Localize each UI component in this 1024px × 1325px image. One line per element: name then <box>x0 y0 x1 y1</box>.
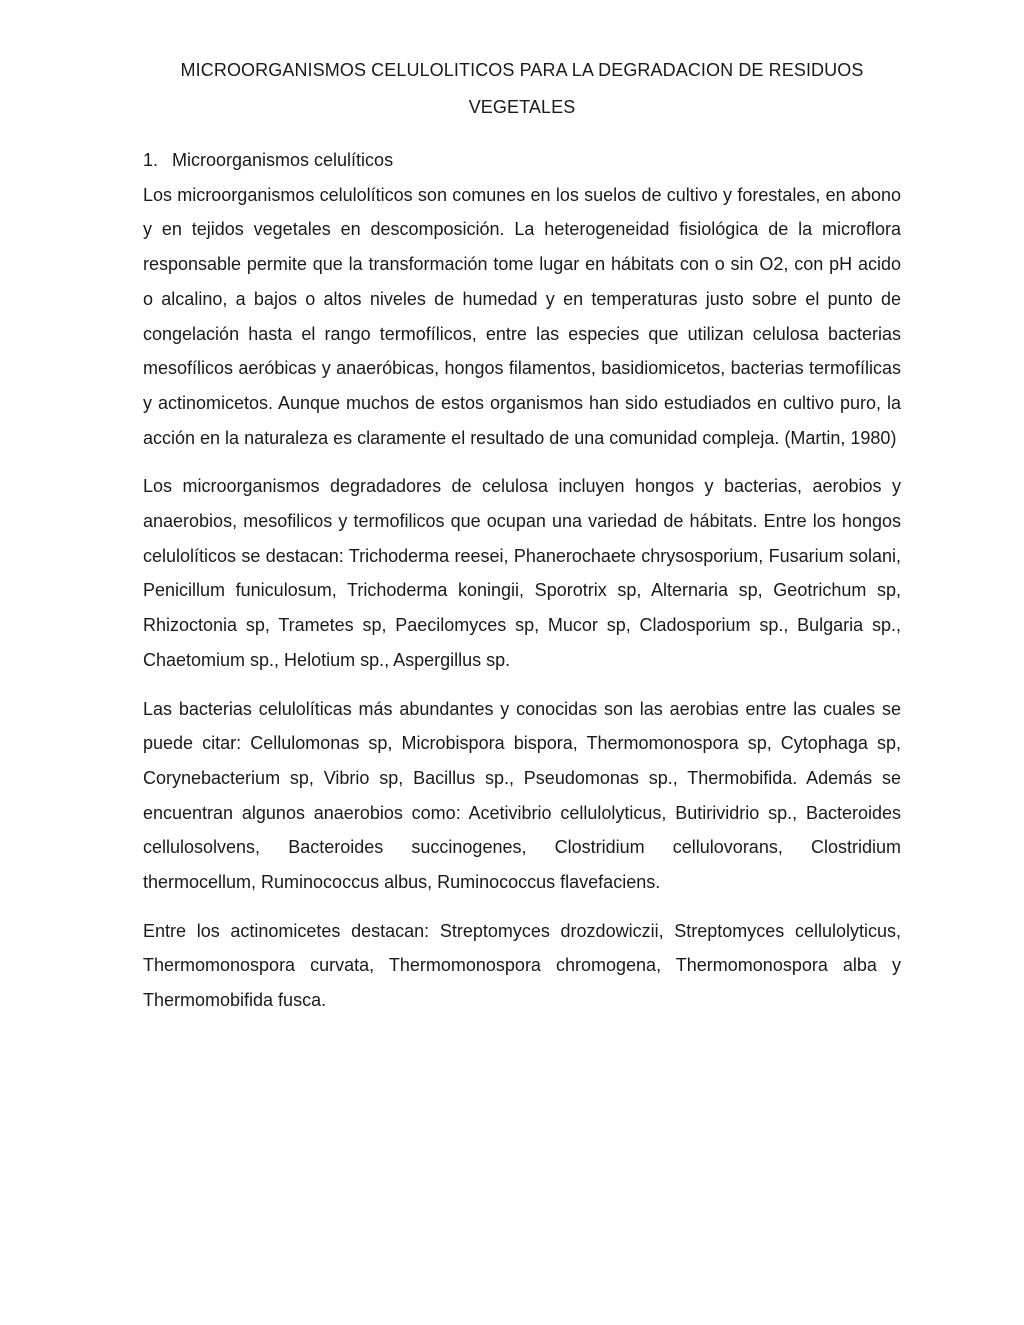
document-title: MICROORGANISMOS CELULOLITICOS PARA LA DEGRADACION DE RESIDUOS VEGETALES <box>180 60 864 117</box>
section-heading-text: Microorganismos celulíticos <box>172 150 394 170</box>
paragraph-intro: Los microorganismos celulolíticos son comunes en los suelos de cultivo y forestales, en abono y en tejidos vegetales en descomposición. La heterogeneidad fisiológica de la microflora responsable permite que la transformación tome lugar en hábitats con o sin O2, con pH acido o alcalino, a bajos o altos niveles de humedad y en temperaturas justo sobre el punto de congelación hasta el rango termofílicos, entre las especies que utilizan celulosa bacterias mesofílicos aeróbicas y anaeróbicas, hongos filamentos, basidiomicetos, bacterias termofílicas y actinomicetos. Aunque muchos de estos organismos han sido estudiados en cultivo puro, la acción en la naturaleza es claramente el resultado de una comunidad compleja. (Martin, 1980) <box>143 184 901 448</box>
paragraph-fungi: Los microorganismos degradadores de celulosa incluyen hongos y bacterias, aerobios y anaerobios, mesofilicos y termofilicos que ocupan una variedad de hábitats. Entre los hongos celulolíticos se destacan: Trichoderma reesei, Phanerochaete chrysosporium, Fusarium solani, Penicillum funiculosum, Trichoderma koningii, Sporotrix sp, Alternaria sp, Geotrichum sp, Rhizoctonia sp, Trametes sp, Paecilomyces sp, Mucor sp, Cladosporium sp., Bulgaria sp., Chaetomium sp., Helotium sp., Aspergillus sp. <box>143 476 901 670</box>
document-page <box>143 52 901 1018</box>
paragraph-actinomycetes: Entre los actinomicetes destacan: Streptomyces drozdowiczii, Streptomyces cellulolyticus, Thermomonospora curvata, Thermomonospora chromogena, Thermomonospora alba y Thermomobifida fusca. <box>143 920 901 1011</box>
section-heading <box>143 143 901 178</box>
section-number: 1. <box>143 150 159 170</box>
paragraph-bacteria: Las bacterias celulolíticas más abundantes y conocidas son las aerobias entre las cuales se puede citar: Cellulomonas sp, Microbispora bispora, Thermomonospora sp, Cytophaga sp, Corynebacterium sp, Vibrio sp, Bacillus sp., Pseudomonas sp., Thermobifida. Además se encuentran algunos anaerobios como: Acetivibrio cellulolyticus, Butirividrio sp., Bacteroides cellulosolvens, Bacteroides succinogenes, Clostridium cellulovorans, Clostridium thermocellum, Ruminococcus albus, Ruminococcus flavefaciens. <box>143 698 901 893</box>
